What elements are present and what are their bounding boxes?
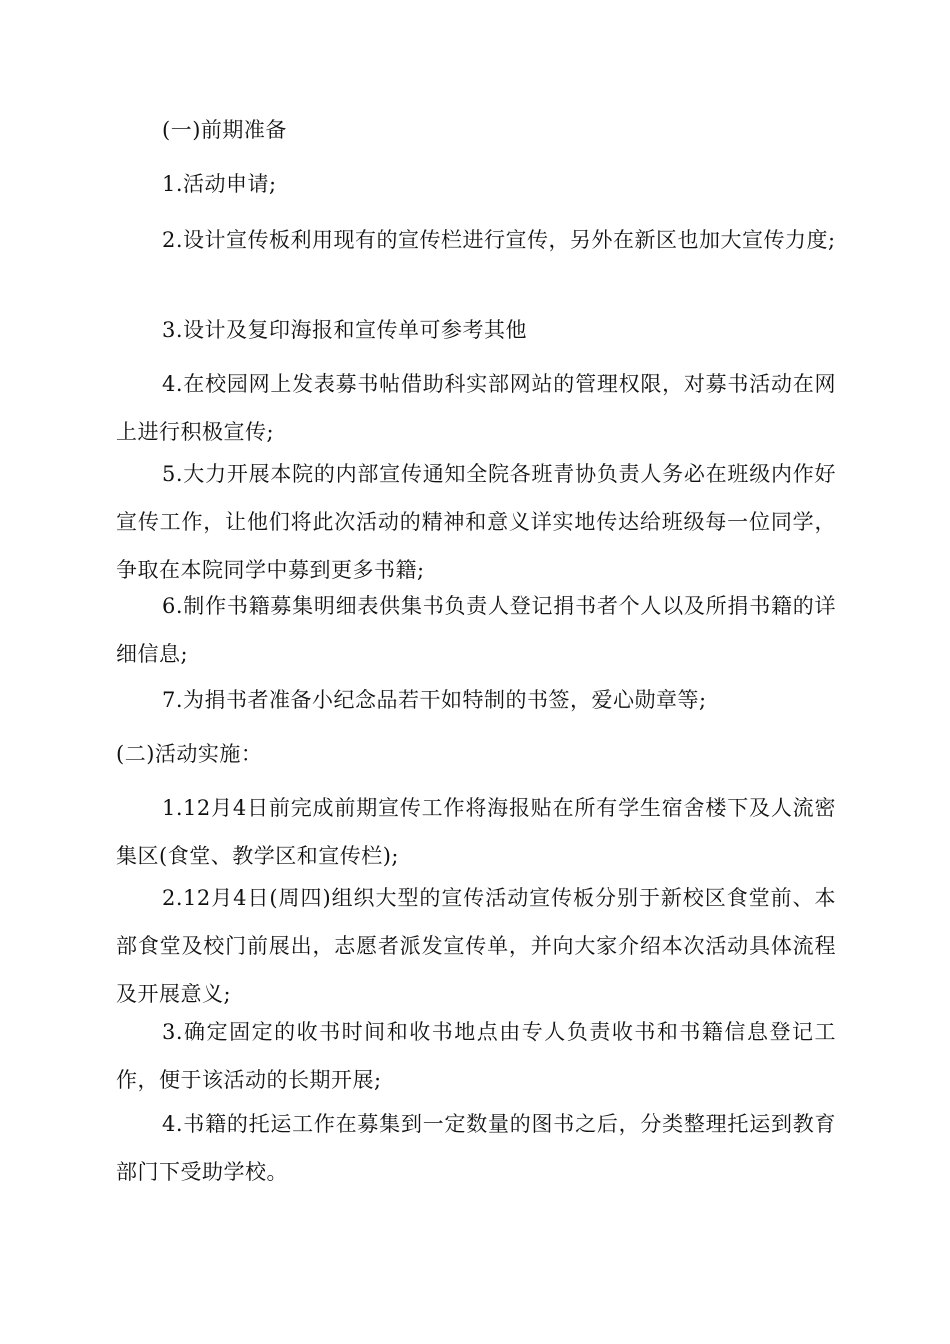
list-item: 2.12月4日(周四)组织大型的宣传活动宣传板分别于新校区食堂前、本部食堂及校门前展出，志愿者派发宣传单，并向大家介绍本次活动具体流程及开展意义;: [116, 886, 836, 1006]
list-item: 2.设计宣传板利用现有的宣传栏进行宣传，另外在新区也加大宣传力度;: [162, 228, 836, 252]
list-item: 4.在校园网上发表募书帖借助科实部网站的管理权限，对募书活动在网上进行积极宣传;: [116, 372, 836, 444]
section-heading-implementation: (二)活动实施：: [116, 742, 263, 766]
list-item: 5.大力开展本院的内部宣传通知全院各班青协负责人务必在班级内作好宣传工作，让他们将此次活动的精神和意义详实地传达给班级每一位同学，争取在本院同学中募到更多书籍;: [116, 462, 836, 582]
list-item: 3.确定固定的收书时间和收书地点由专人负责收书和书籍信息登记工作，便于该活动的长期开展;: [116, 1020, 836, 1092]
list-item: 1.活动申请;: [162, 172, 277, 196]
list-item: 4.书籍的托运工作在募集到一定数量的图书之后，分类整理托运到教育部门下受助学校。: [116, 1112, 836, 1184]
list-item: 6.制作书籍募集明细表供集书负责人登记捐书者个人以及所捐书籍的详细信息;: [116, 594, 836, 666]
list-item: 1.12月4日前完成前期宣传工作将海报贴在所有学生宿舍楼下及人流密集区(食堂、教学区和宣传栏);: [116, 796, 836, 868]
list-item: 7.为捐书者准备小纪念品若干如特制的书签，爱心勋章等;: [162, 688, 707, 712]
list-item: 3.设计及复印海报和宣传单可参考其他: [162, 318, 528, 342]
section-heading-preparation: (一)前期准备: [162, 118, 287, 142]
